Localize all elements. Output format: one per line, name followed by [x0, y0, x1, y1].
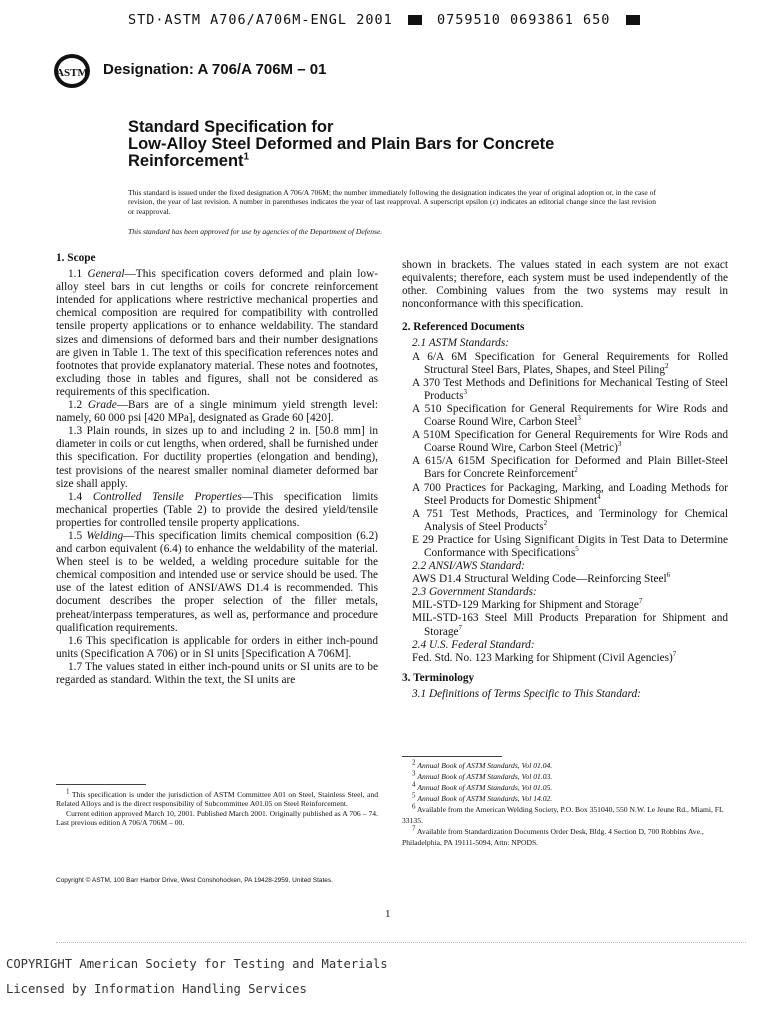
paragraph-1-7: 1.7 The values stated in either inch-pound units or SI units are to be regarded as standard. Within the text, the SI units are — [56, 660, 378, 686]
reference-federal — [402, 649, 728, 665]
astm-reference-list — [402, 351, 728, 561]
title-line-3 — [128, 153, 688, 170]
paragraph-number: 1.1 — [68, 268, 88, 281]
reference-footnote-marker: 7 — [672, 649, 677, 658]
footnote-item — [402, 771, 728, 782]
reference-footnote-marker: 2 — [543, 519, 548, 528]
paragraph-number: 1.2 — [68, 399, 88, 412]
reference-item — [402, 403, 728, 429]
document-code-right: 0759510 0693861 650 — [436, 12, 611, 28]
reference-text: Specification for General Requirements for Wire Rods and Coarse Round Wire, Carbon Steel — [424, 402, 729, 429]
subheading-text: 2.3 Government Standards: — [412, 586, 537, 599]
footnote-text: Available from the American Welding Society, P.O. Box 351040, 550 N.W. Le Jeune Rd., Miami, FL 33135. — [402, 805, 724, 825]
reference-item — [402, 599, 728, 612]
footnote-rule-right — [402, 756, 502, 757]
reference-item — [402, 612, 728, 638]
reference-code: A 510 — [412, 402, 442, 415]
footnote-text: Annual Book of ASTM Standards, Vol 01.03. — [417, 772, 553, 781]
section-heading-scope: 1. Scope — [56, 252, 96, 264]
footnote-1 — [56, 787, 378, 809]
page-number: 1 — [385, 908, 391, 920]
footnote-item — [402, 826, 728, 848]
reference-text: Steel Mill Products Preparation for Shipment and Storage — [424, 612, 728, 638]
footnote-text: This specification is under the jurisdiction of ASTM Committee A01 on Steel, Stainless Steel, and Related Alloys and is the direct responsibility of Subcommittee A01.05 on Steel Reinforcement. — [56, 790, 378, 809]
reference-code: A 615/A 615M — [412, 455, 486, 468]
subheading-federal-standard — [402, 639, 728, 652]
section-heading-referenced-documents: 2. Referenced Documents — [402, 321, 525, 334]
footnote-marker: 2 — [412, 758, 416, 767]
footnote-marker: 7 — [412, 824, 416, 833]
reference-footnote-marker: 6 — [666, 571, 671, 580]
reference-text: Practice for Using Significant Digits in Test Data to Determine Conformance with Specifications — [424, 533, 729, 559]
title-footnote-marker: 1 — [243, 151, 250, 163]
footnote-marker: 5 — [412, 791, 416, 800]
reference-text: Specification for General Requirements for Rolled Structural Steel Bars, Plates, Shapes, and Steel Piling — [424, 350, 729, 376]
footnotes-right — [402, 760, 728, 848]
reference-item — [402, 534, 728, 560]
footnote-text: Annual Book of ASTM Standards, Vol 01.05. — [417, 783, 553, 792]
reference-text: Marking for Shipment (Civil Agencies) — [494, 651, 673, 664]
footnote-text: Available from Standardization Documents Order Desk, Bldg. 4 Section D, 700 Robbins Ave., Philadelphia, PA 19111-5094, Attn: NPODS. — [402, 827, 704, 847]
reference-code: A 370 — [412, 376, 441, 389]
reference-footnote-marker: 2 — [574, 466, 578, 475]
paragraph-term: Grade — [87, 399, 117, 412]
reference-text: Test Methods, Practices, and Terminology for Chemical Analysis of Steel Products — [424, 507, 728, 533]
subheading-text: 3.1 Definitions of Terms Specific to This Standard: — [412, 687, 641, 700]
footnote-marker: 6 — [412, 802, 416, 811]
paragraph-1-3: 1.3 Plain rounds, in sizes up to and including 2 in. [50.8 mm] in diameter in coils or cut lengths, when ordered, shall be furnished under this specification. For ductility properties (elongation and bending), test provisions of the nearest smaller nominal diameter deformed bar size shall apply. — [56, 425, 378, 490]
subheading-government-standards — [402, 586, 728, 599]
reference-code: A 6/A 6M — [412, 350, 468, 363]
footnote-item — [402, 804, 728, 826]
document-code-header — [128, 12, 646, 28]
reference-text: Marking for Shipment and Storage — [481, 599, 639, 612]
reference-item — [402, 429, 728, 455]
footnote-edition: Current edition approved March 10, 2001. Published March 2001. Originally published as A 706 – 74. Last previous edition A 706/A 706M – 00. — [56, 808, 378, 828]
reference-text: Specification for Deformed and Plain Billet-Steel Bars for Concrete Reinforcement — [424, 455, 728, 481]
footnote-left — [56, 787, 378, 828]
issuance-notice — [128, 188, 656, 216]
footnote-marker: 1 — [66, 787, 70, 796]
reference-code: A 751 — [412, 507, 444, 520]
reference-item — [402, 377, 728, 403]
reference-code: A 700 — [412, 481, 441, 494]
reference-code: AWS D1.4 — [412, 573, 462, 586]
footnote-text: Annual Book of ASTM Standards, Vol 01.04. — [417, 761, 553, 770]
reference-text: Structural Welding Code—Reinforcing Steel — [464, 573, 667, 586]
paragraph-1-4 — [56, 491, 378, 530]
footnote-marker: 4 — [412, 780, 416, 789]
license-line-copyright: COPYRIGHT American Society for Testing and Materials — [6, 957, 388, 971]
page-divider — [56, 942, 746, 943]
copyright-line: Copyright © ASTM, 100 Barr Harbor Drive, West Conshohocken, PA 19428-2959, United States. — [56, 877, 333, 884]
right-column — [402, 259, 728, 701]
paragraph-text: —This specification limits mechanical properties (Table 2) to provide the desired yield/tensile properties for controlled tensile property applications. — [56, 490, 379, 529]
paragraph-term: General — [87, 268, 125, 281]
reference-code: Fed. Std. No. 123 — [412, 651, 492, 664]
paragraph-1-1 — [56, 268, 378, 399]
footnote-item — [402, 793, 728, 804]
paragraph-1-2 — [56, 399, 378, 425]
reference-aws — [402, 573, 728, 586]
paragraph-1-6: 1.6 This specification is applicable for orders in either inch-pound units (Specification A 706) or in SI units [Specification A 706M]. — [56, 634, 378, 660]
logo-text: ASTM — [56, 67, 88, 79]
paragraph-text: —This specification covers deformed and plain low-alloy steel bars in cut lengths or coils for concrete reinforcement intended for applications where restrictive mechanical properties and chemical composition are required for compatibility with controlled tensile property applications or to enhance weldability. The standard sizes and dimensions of deformed bars and their number designations are given in Table 1. The text of this specification references notes and footnotes that provide explanatory material. These notes and footnotes, excluding those in tables and figures, shall not be considered as requirements of this specification. — [56, 268, 378, 398]
issuance-notice-text: This standard is issued under the fixed designation A 706/A 706M; the number immediately following the designation indicates the year of original adoption or, in the case of revision, the year of last revision. A number in parentheses indicates the year of last reapproval. A superscript epsilon (ε) indicates an editorial change since the last revision or reapproval. — [128, 188, 656, 216]
subheading-aws-standard — [402, 560, 728, 573]
paragraph-number: 1.5 — [68, 529, 87, 542]
left-column — [56, 252, 378, 687]
designation: Designation: A 706/A 706M – 01 — [103, 61, 327, 78]
reference-text: Practices for Packaging, Marking, and Loading Methods for Steel Products for Domestic Shipment — [424, 481, 729, 507]
subheading-astm-standards — [402, 337, 728, 350]
black-block-mark-end — [626, 15, 640, 25]
footnote-marker: 3 — [412, 769, 416, 778]
footnote-text: Annual Book of ASTM Standards, Vol 14.02. — [417, 794, 553, 803]
reference-item — [402, 482, 728, 508]
reference-code: MIL-STD-129 — [412, 599, 479, 612]
subheading-text: 2.4 U.S. Federal Standard: — [412, 638, 535, 651]
paragraph-text: —This specification limits chemical composition (6.2) and carbon equivalent (6.4) to enhance the weldability of the material. When steel is to be welded, a welding procedure suitable for the chemical composition and intended use or service should be used. The use of the latest edition of ANSI/AWS D1.4 is recommended. This document describes the proper selection of the filler metals, preheat/interpass temperatures, as well as, performance and procedure qualification requirements. — [56, 529, 378, 634]
reference-item — [402, 455, 728, 481]
reference-footnote-marker: 7 — [458, 623, 463, 632]
dod-approval-note: This standard has been approved for use by agencies of the Department of Defense. — [128, 227, 383, 236]
paragraph-term: Welding — [86, 529, 124, 542]
title-line-1: Standard Specification for — [128, 118, 334, 136]
reference-code: MIL-STD-163 — [412, 612, 479, 625]
title-line-3-text: Reinforcement — [128, 152, 244, 170]
black-block-mark — [408, 15, 422, 25]
reference-footnote-marker: 7 — [638, 597, 643, 606]
paragraph-number: 1.4 — [68, 490, 93, 503]
subheading-definitions — [402, 688, 728, 701]
paragraph-1-7-continued: shown in brackets. The values stated in each system are not exact equivalents; therefore, each system must be used independently of the other. Combining values from the two systems may result in nonconformance with this specification. — [402, 259, 728, 311]
footnote-item — [402, 782, 728, 793]
paragraph-term: Controlled Tensile Properties — [92, 490, 242, 503]
reference-code: A 510M — [412, 429, 451, 442]
footnote-rule-left — [56, 784, 146, 785]
footnote-item — [402, 760, 728, 771]
reference-footnote-marker: 5 — [575, 545, 579, 554]
reference-text: Specification for General Requirements for Wire Rods and Coarse Round Wire, Carbon Steel (Metric) — [424, 429, 728, 455]
document-title — [128, 119, 688, 170]
reference-footnote-marker: 2 — [664, 361, 669, 370]
subheading-text: 2.2 ANSI/AWS Standard: — [412, 560, 525, 573]
paragraph-text: —Bars are of a single minimum yield strength level: namely, 60 000 psi [420 MPa], designated as Grade 60 [420]. — [56, 399, 378, 425]
reference-item — [402, 351, 728, 377]
government-reference-list — [402, 599, 728, 638]
reference-footnote-marker: 3 — [577, 414, 581, 423]
astm-logo-icon — [53, 53, 91, 89]
reference-footnote-marker: 4 — [597, 492, 601, 501]
reference-code: E 29 — [412, 533, 434, 546]
license-line-licensed-by: Licensed by Information Handling Services — [6, 982, 307, 996]
reference-item — [402, 508, 728, 534]
section-heading-terminology: 3. Terminology — [402, 671, 475, 684]
document-code-left: STD·ASTM A706/A706M-ENGL 2001 — [128, 12, 393, 28]
subheading-text: 2.1 ASTM Standards: — [412, 337, 509, 350]
reference-footnote-marker: 3 — [617, 440, 622, 449]
reference-text: Test Methods and Definitions for Mechanical Testing of Steel Products — [424, 376, 728, 402]
title-line-2: Low-Alloy Steel Deformed and Plain Bars for Concrete — [128, 135, 555, 153]
paragraph-1-5 — [56, 530, 378, 635]
reference-footnote-marker: 3 — [463, 388, 468, 397]
